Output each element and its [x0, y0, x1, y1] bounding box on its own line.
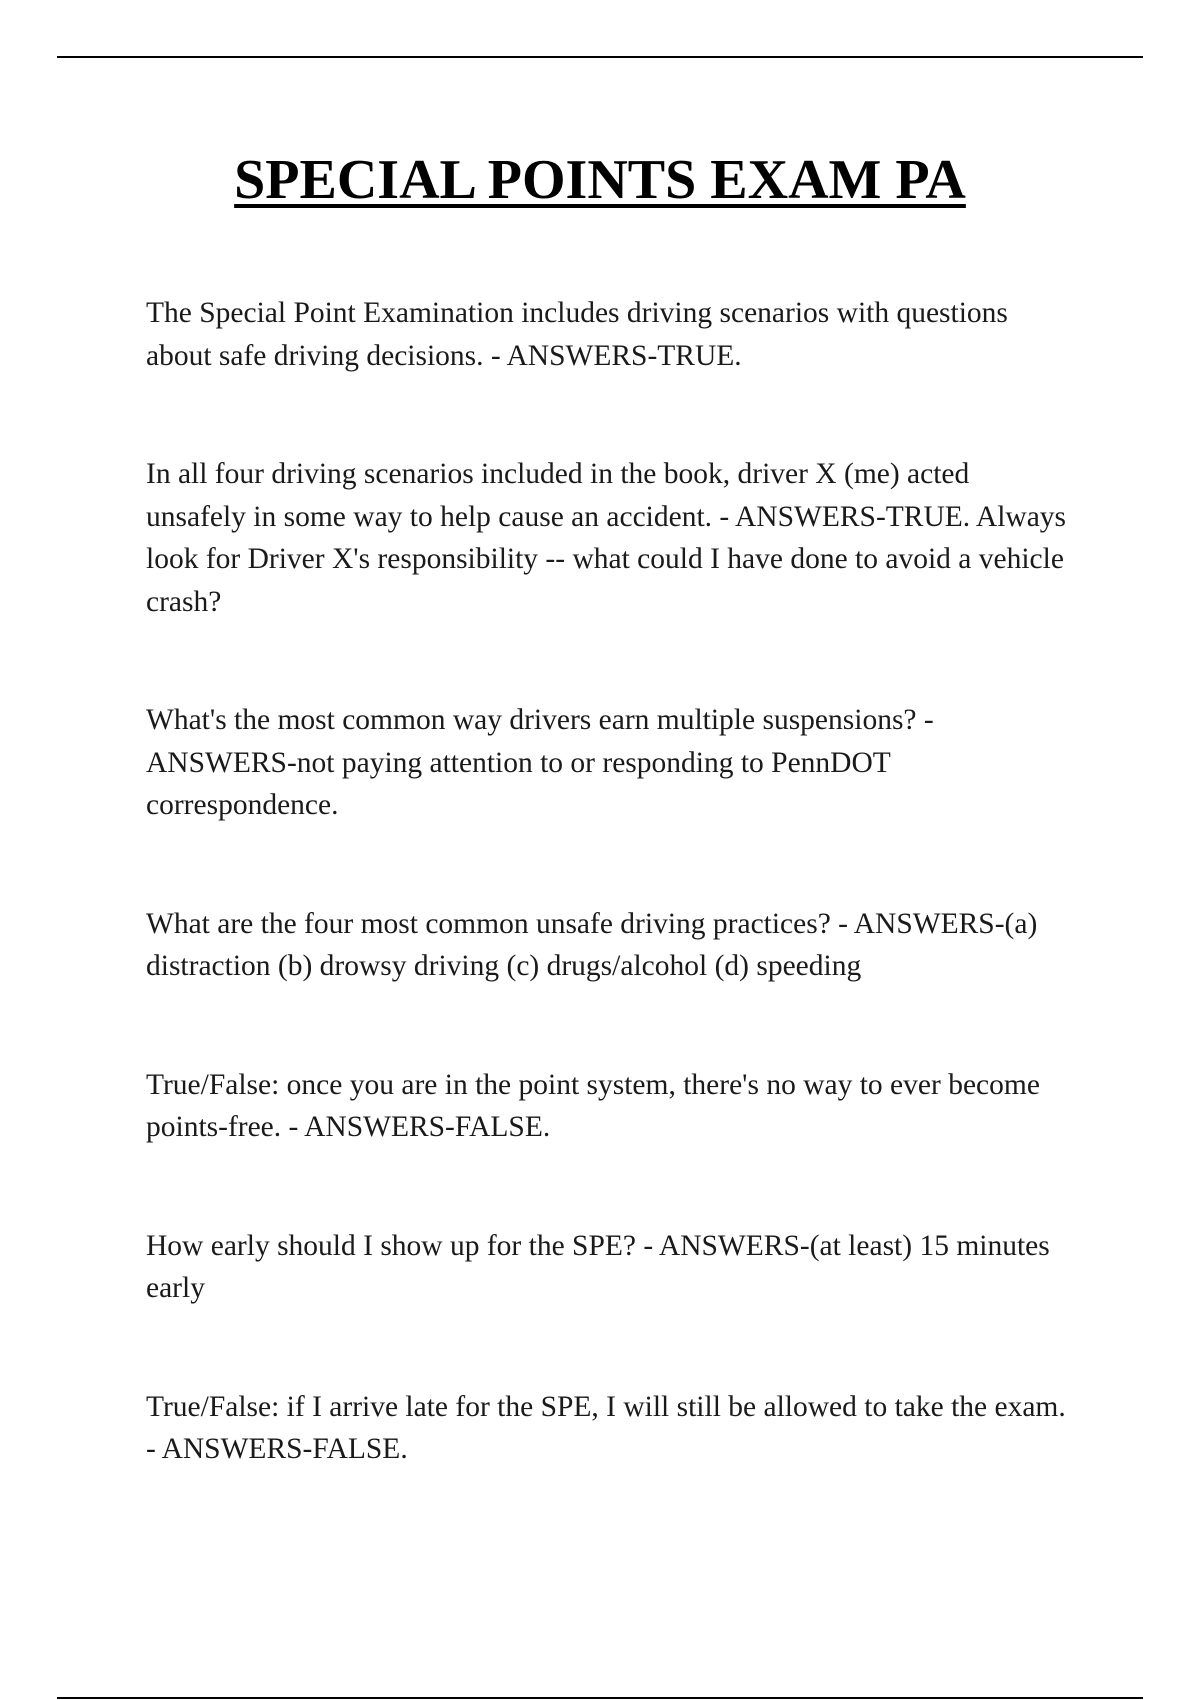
qa-item: What are the four most common unsafe driving practices? - ANSWERS-(a) distraction (b) drowsy driving (c) drugs/alcohol (d) speeding	[146, 907, 1038, 982]
qa-list	[146, 292, 1076, 1547]
top-divider	[57, 56, 1143, 58]
page-title-text: SPECIAL POINTS EXAM PA	[234, 149, 966, 211]
bottom-divider	[57, 1697, 1143, 1699]
qa-item: What's the most common way drivers earn multiple suspensions? - ANSWERS-not paying attention to or responding to PennDOT correspondence.	[146, 704, 934, 821]
page-title	[0, 148, 1200, 212]
qa-item: How early should I show up for the SPE? - ANSWERS-(at least) 15 minutes early	[146, 1229, 1050, 1304]
qa-item: The Special Point Examination includes driving scenarios with questions about safe driving decisions. - ANSWERS-TRUE.	[146, 297, 1008, 372]
qa-item: In all four driving scenarios included in the book, driver X (me) acted unsafely in some way to help cause an accident. - ANSWERS-TRUE. Always look for Driver X's responsibility -- what could I have done to avoid a vehicle crash?	[146, 458, 1067, 618]
qa-item: True/False: once you are in the point system, there's no way to ever become points-free. - ANSWERS-FALSE.	[146, 1068, 1040, 1143]
qa-item: True/False: if I arrive late for the SPE, I will still be allowed to take the exam. - ANSWERS-FALSE.	[146, 1390, 1066, 1465]
